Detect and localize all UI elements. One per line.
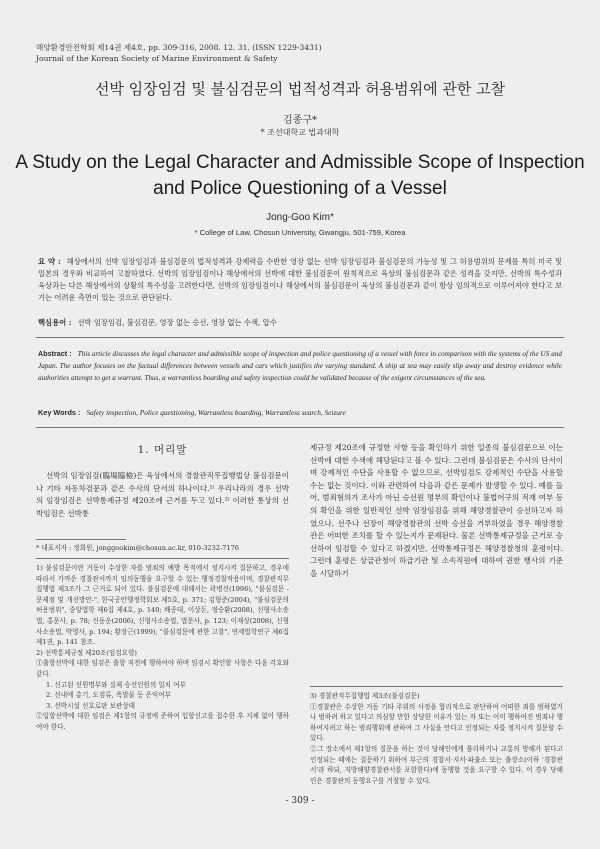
korean-keywords	[38, 318, 562, 328]
footnote: 3. 선박시설 신호로판 보관상태	[46, 701, 136, 710]
footnote: 2. 선내에 총기, 도검류, 폭발물 등 은익여부	[46, 691, 171, 700]
corresponding-author-note: * 대표저자 : 정회원, jonggookim@chosun.ac.kr, 010-3232-7176	[36, 544, 239, 552]
footnote: ②입항선박에 대한 임검은 제1항의 규정에 준하여 입항신고를 접수한 후 지체 없이 행하여야 한다.	[36, 712, 289, 731]
journal-citation: 해양환경안전학회 제14권 제4호, pp. 309-316, 2008. 12. 31. (ISSN 1229-3431)	[36, 43, 322, 52]
footnote-separator	[36, 539, 126, 540]
korean-affiliation: * 조선대학교 법과대학	[260, 128, 340, 137]
journal-name: Journal of the Korean Society of Marine Environment & Safety	[36, 54, 278, 63]
korean-author: 김종구*	[283, 115, 317, 126]
english-affiliation: * College of Law, Chosun University, Gwangju, 501-759, Korea	[194, 228, 406, 237]
left-column-body	[36, 470, 289, 520]
english-abstract	[38, 348, 562, 384]
footnote: 2) 선박통제규정 제20조(임검요령)	[36, 648, 137, 657]
footnote: 1) 불심검문이란 거동이 수상한 자를 범죄의 예방 목적에서 정지시켜 질문하고, 경우에 따라서 가까운 경찰관서까지 임의동행을 요구할 수 있는 행정경찰작용이며, 경찰관직무집행법 제3조가 그 근거로 되어 있다. 불심검문에 대해서는 곽병선(1996), "불심검문 -문제점 및 개선방안-", 한국공안행정학회보 제5호, p. 371; 김형준(2004), "불심검문의 허용범위", 중앙법학 제6집 제4호, p. 140; 배종대, 이상돈, 정승환(2008), 신형사소송법, 홍문사, p. 78; 신동운(2006), 신형사소송법, 법문사, p. 123; 이재상(2008), 신형사소송법, 박영사, p. 194; 황장근(1999), "불심검문에 관한 고찰", 연세법학연구 제6집 제1권, p. 141 참조.	[36, 564, 289, 647]
english-abstract-text: This article discusses the legal character and admissible scope of inspection and police questioning of a vessel with force in comparison with the systems of the US and Japan. The author focuses on the factual differences between vessels and cars which justifies the varying standard. A ship at sea may easily slip away and destroy evidence while authorities attempt to get a warrant. Thus, a warrantless boarding and safety inspection could be validated because of the exigent circumstances of the sea.	[38, 350, 562, 382]
left-footnotes	[36, 563, 289, 733]
body-paragraph: 제규정 제20조에 규정한 사항 등을 확인하기 위한 일종의 불심검문으로 이는 선박에 대한 수색에 해당된다고 볼 수 있다. 그런데 불심검문은 수사의 단서이며 강제적인 수단을 사용할 수 없으므로, 선박임검도 강제적인 수단을 사용할 수는 없는 것이다. 이와 관련하여 다음과 같은 문제가 발생할 수 있다. 예를 들어, 범죄혐의가 조사가 아닌 승선원 명부의 확인이나 불법어구의 적재 여부 등의 확인을 위한 일반적인 선박 임장임검을 위해 해양경찰관이 승선하고자 하였으나, 선주나 선장이 해양경찰관의 선박 승선을 거부하였을 경우 해양경찰관은 어떠한 조치를 할 수 있는지가 문제된다. 물론 선박통제규정을 근거로 승선하여 임검할 수 있다고 하겠지만, 선박통제규정은 해양경찰청의 훈령이다. 그런데 훈령은 상급관청이 하급기관 및 소속직원에 대하여 권한 행사의 기준을 시달하기	[310, 443, 563, 578]
divider-rule	[36, 337, 564, 338]
right-footnotes	[310, 691, 563, 786]
english-title: A Study on the Legal Character and Admissible Scope of Inspection and Police Questioning of a Vessel	[15, 152, 585, 199]
body-paragraph: 선박의 임장임검(臨場臨檢)은 육상에서의 경찰관직무집행법상 불심검문이나 기타 자동차검문과 같은 수사의 단서의 하나이다.¹⁾ 우리나라의 경우 선박의 임장임검은 선박통제규정 제20조에 근거를 두고 있다.²⁾ 이러한 통상의 선박임검은 선박통	[36, 471, 289, 518]
right-column-body	[310, 442, 563, 581]
footnote: 3) 경찰관직무집행법 제3조(불심검문)	[310, 692, 420, 700]
page-number: - 309 -	[285, 796, 315, 806]
footnote: 1. 신고된 선원명부와 실제 승선인원의 일치 여부	[46, 680, 186, 689]
korean-keywords-text: 선박 임장임검, 불심검문, 영장 없는 승선, 영장 없는 수색, 압수	[77, 318, 277, 327]
korean-abstract-text: 해상에서의 선박 임장임검과 불심검문의 법적성격과 강제력을 수반한 영장 없는 선박 임장임검과 불심검문의 가능성 및 그 허용범위의 문제를 특히 미국 및 일본의 경우와 비교하여 고찰하였다. 선박의 임장임검이나 해상에서의 선박에 대한 불심검문이 원칙적으로 육상의 불심검문과 같은 성격을 갖지만, 선박의 특수성과 육상과는 다른 해상에서의 상황의 특수성을 고려한다면, 선박의 임장임검이나 해상에서의 불심검문이 육상의 불심검문과 같이 항상 임의적으로 이루어져야 한다고 보기는 어려운 측면이 있는 것으로 판단된다.	[38, 257, 563, 302]
korean-keywords-label: 핵심용어 :	[38, 318, 72, 327]
english-abstract-label: Abstract :	[38, 349, 72, 358]
footnote: ①경찰관은 수상한 거동 기타 주위의 사정을 합리적으로 판단하여 어떠한 죄를 범하였거나 범하려 하고 있다고 의심할 만한 상당한 이유가 있는 자 또는 이미 행하여진 범죄나 행하여지려고 하는 범죄행위에 관하여 그 사실을 안다고 인정되는 자를 정지시켜 질문할 수 있다.	[310, 702, 563, 743]
divider-rule	[36, 427, 564, 428]
korean-abstract	[38, 256, 562, 304]
journal-header	[36, 42, 322, 64]
footnote: ①출항선박에 대한 임검은 출항 직전에 행하여야 하며 임검시 확인할 사항은 다음 각호와 같다.	[36, 659, 289, 678]
english-author: Jong-Goo Kim*	[266, 212, 334, 223]
footnote-separator	[310, 686, 563, 687]
english-keywords-text: Safety inspection, Police questioning, Warrantless boarding, Warrantless search, Seizure	[86, 408, 346, 417]
section-heading: 1. 머리말	[137, 444, 188, 456]
footnote-separator	[36, 558, 289, 559]
korean-abstract-label: 요 약 :	[38, 257, 61, 266]
korean-title: 선박 임장임검 및 불심검문의 법적성격과 허용범위에 관한 고찰	[94, 80, 506, 98]
english-keywords-label: Key Words :	[38, 408, 81, 417]
footnote: ②그 장소에서 제1항의 질문을 하는 것이 당해인에게 불리하거나 교통의 방해가 된다고 인정되는 때에는 질문하기 위하여 부근의 경찰서·지서·파출소 또는 출장소(이하 '경찰관서'라 하되, 지방해양경찰관서를 포함한다)에 동행할 것을 요구할 수 있다. 이 경우 당해인은 경찰관의 동행요구를 거절할 수 있다.	[310, 744, 563, 785]
english-keywords	[38, 408, 562, 417]
